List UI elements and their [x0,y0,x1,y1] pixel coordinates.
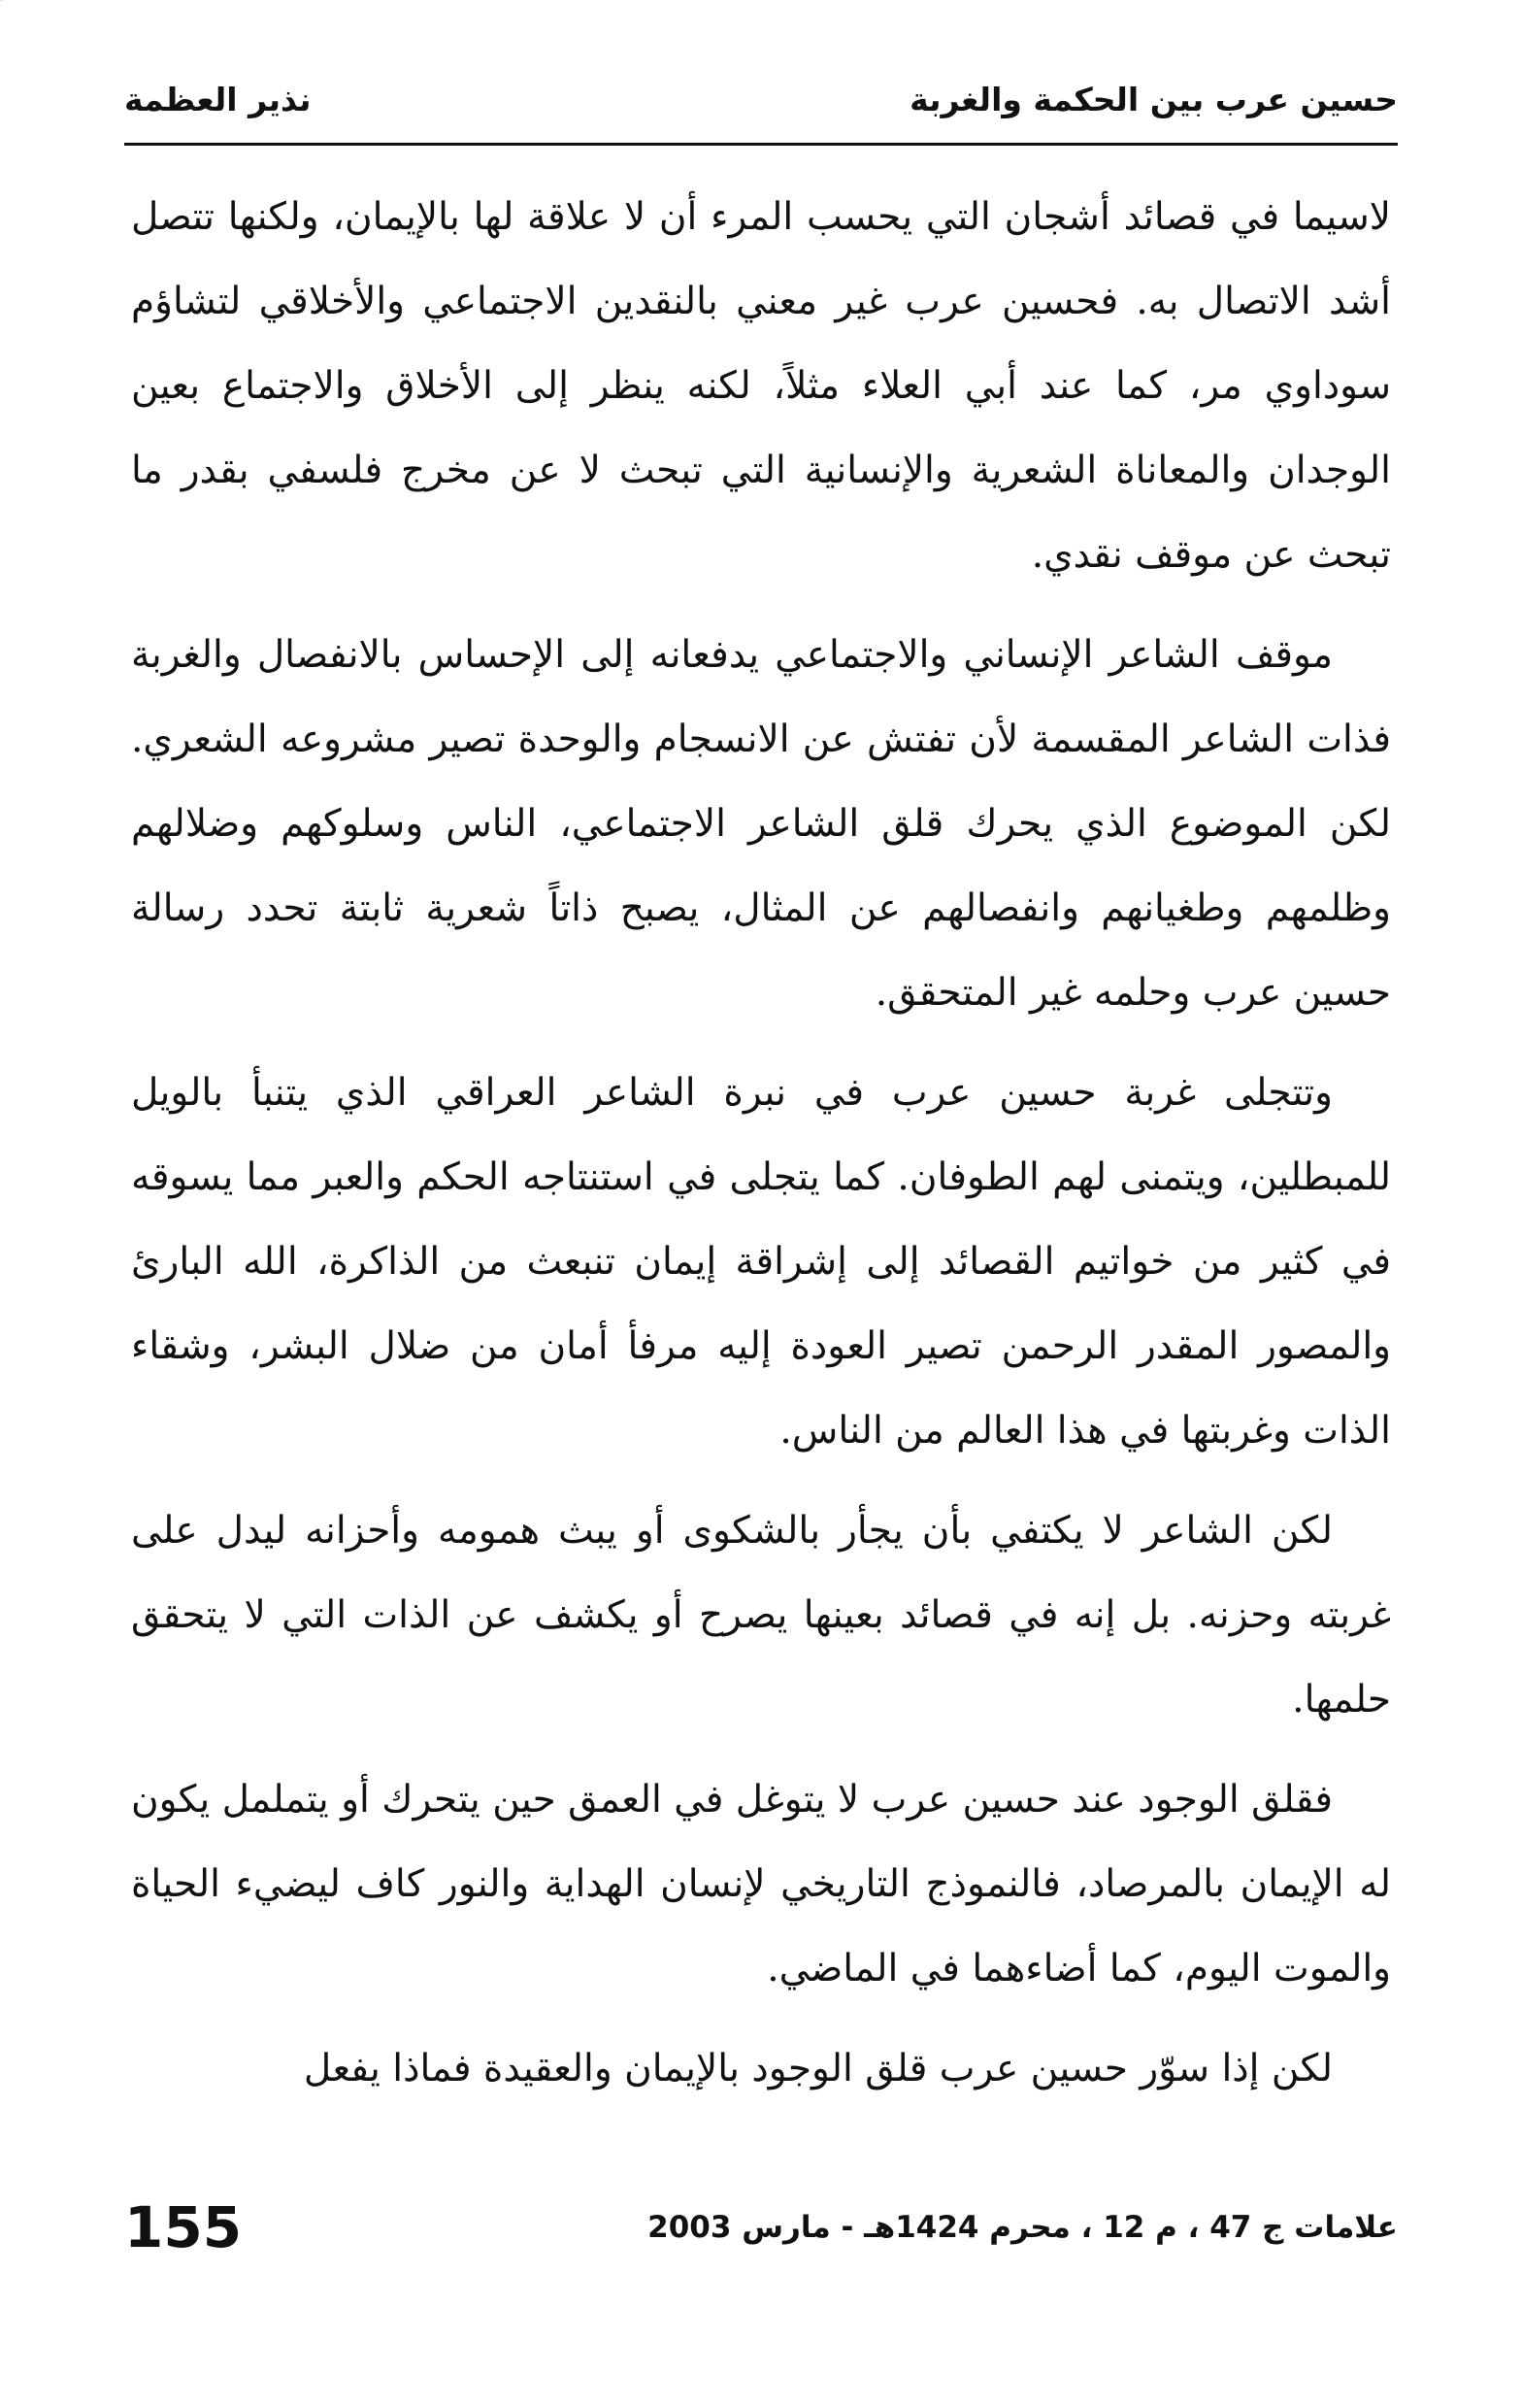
paragraph-6: لكن إذا سوّر حسين عرب قلق الوجود بالإيمان والعقيدة فماذا يفعل [303,2047,1333,2090]
paragraph-5: فقلق الوجود عند حسين عرب لا يتوغل في العمق حين يتحرك أو يتململ يكون له الإيمان بالمرصاد، فالنموذج التاريخي لإنسان الهداية والنور كاف ليضيء الحياة والموت اليوم، كما أضاءهما في الماضي. [131,1778,1391,1990]
scan-corner-mark [0,0,71,19]
header-author-name: نذير العظمة [124,80,312,118]
paragraph-3: وتتجلى غربة حسين عرب في نبرة الشاعر العراقي الذي يتنبأ بالويل للمبطلين، ويتمنى لهم الطوفان. كما يتجلى في استنتاجه الحكم والعبر مما يسوقه في كثير من خواتيم القصائد إلى إشراقة إيمان تنبعث من الذاكرة، الله البارئ والمصور المقدر الرحمن تصير العودة إليه مرفأ أمان من ضلال البشر، وشقاء الذات وغربتها في هذا العالم من الناس. [131,1071,1391,1453]
article-body [131,175,1391,2126]
header-article-title: حسين عرب بين الحكمة والغربة [910,80,1398,118]
paragraph-2: موقف الشاعر الإنساني والاجتماعي يدفعانه إلى الإحساس بالانفصال والغربة فذات الشاعر المقسمة لأن تفتش عن الانسجام والوحدة تصير مشروعه الشعري. لكن الموضوع الذي يحرك قلق الشاعر الاجتماعي، الناس وسلوكهم وضلالهم وظلمهم وطغيانهم وانفصالهم عن المثال، يصبح ذاتاً شعرية ثابتة تحدد رسالة حسين عرب وحلمه غير المتحقق. [131,633,1391,1015]
page-number: 155 [124,2194,243,2260]
journal-citation: علامات ج 47 ، م 12 ، محرم 1424هـ - مارس 2003 [647,2210,1398,2245]
paragraph-4: لكن الشاعر لا يكتفي بأن يجأر بالشكوى أو يبث همومه وأحزانه ليدل على غربته وحزنه. بل إنه في قصائد بعينها يصرح أو يكشف عن الذات التي لا يتحقق حلمها. [131,1509,1391,1722]
header-divider [124,143,1398,146]
paragraph-1: لاسيما في قصائد أشجان التي يحسب المرء أن لا علاقة لها بالإيمان، ولكنها تتصل أشد الاتصال به. فحسين عرب غير معني بالنقدين الاجتماعي والأخلاقي لتشاؤم سوداوي مر، كما عند أبي العلاء مثلاً، لكنه ينظر إلى الأخلاق والاجتماع بعين الوجدان والمعاناة الشعرية والإنسانية التي تبحث لا عن مخرج فلسفي بقدر ما تبحث عن موقف نقدي. [131,195,1391,577]
page-footer [124,2189,1398,2266]
running-header [124,60,1398,138]
